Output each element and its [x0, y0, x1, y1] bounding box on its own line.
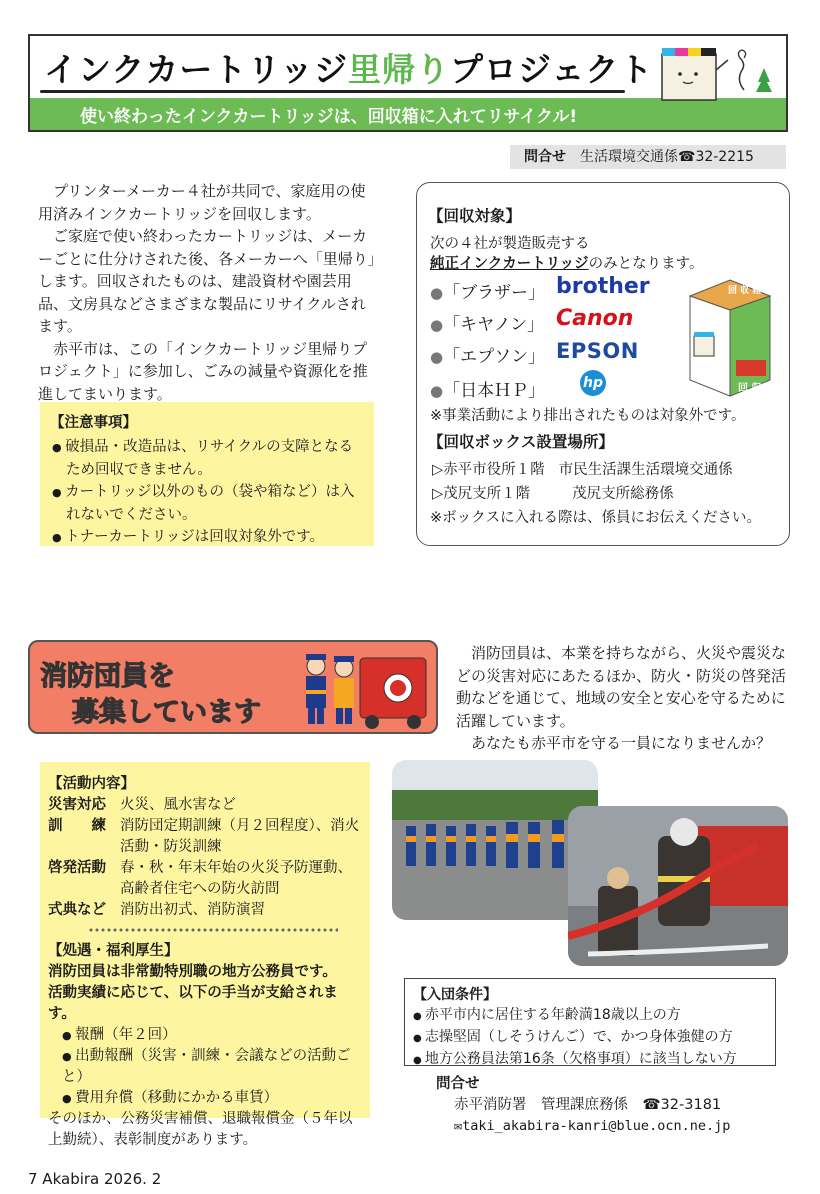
maker-canon: ●「キヤノン」: [430, 315, 545, 335]
epson-logo: EPSON: [556, 339, 639, 363]
title-underline: [40, 90, 625, 93]
box-location-heading: 【回収ボックス設置場所】: [428, 433, 614, 451]
target-note: ※事業活動により排出されたものは対象外です。: [430, 408, 746, 424]
activities-heading: 【活動内容】: [48, 776, 135, 792]
location-row: ▷赤平市役所１階 市民生活課生活環境交通係: [432, 462, 733, 478]
target-heading: 【回収対象】: [428, 207, 522, 225]
activity-row: 訓 練 消防団定期訓練（月２回程度）、消火活動・防災訓練: [48, 818, 360, 855]
list-item: ● 破損品・改造品は、リサイクルの支障となるため回収できません。: [50, 436, 364, 481]
firefighter-title: 消防団員を: [40, 661, 175, 692]
page-footer: 7 Akabira 2026. 2: [28, 1170, 162, 1188]
activity-row: 啓発活動 春・秋・年末年始の火災予防運動、高齢者住宅への防火訪問: [48, 860, 352, 897]
fire-contact-info: 問合せ 赤平消防署 管理課庶務係 ☎32-3181 ✉taki_akabira-kanri@blue.ocn.ne.jp: [436, 1074, 730, 1137]
box-note: ※ボックスに入れる際は、係員にお伝えください。: [430, 510, 762, 526]
page-subtitle: 使い終わったインクカートリッジは、回収箱に入れてリサイクル!: [80, 107, 578, 127]
list-item: ● 費用弁償（移動にかかる車賃）: [48, 1088, 360, 1109]
maker-epson: ●「エプソン」: [430, 347, 546, 367]
box-label-bottom: 回 収 箱: [738, 383, 775, 394]
welfare-other: そのほか、公務災害補償、退職報償金（５年以上勤続）、表彰制度があります。: [48, 1111, 353, 1148]
caution-heading: 【注意事項】: [50, 415, 137, 431]
welfare-text: 活動実績に応じて、以下の手当が支給されます。: [48, 985, 338, 1022]
email-link[interactable]: ✉taki_akabira-kanri@blue.ocn.ne.jp: [454, 1118, 731, 1134]
welfare-text: 消防団員は非常勤特別職の地方公務員です。: [48, 964, 337, 980]
activities-box: [40, 762, 370, 1148]
welfare-heading: 【処遇・福利厚生】: [48, 943, 179, 959]
hp-logo: hp: [580, 370, 606, 396]
list-item: ● 地方公務員法第16条（欠格事項）に該当しない方: [413, 1049, 767, 1071]
activity-row: 式典など 消防出初式、消防演習: [48, 902, 265, 918]
list-item: ● トナーカートリッジは回収対象外です。: [50, 526, 364, 549]
list-item: ● 報酬（年２回）: [48, 1025, 360, 1046]
firefighter-intro: 消防団員は、本業を持ちながら、火災や震災などの災害対応にあたるほか、防火・防災の啓発活動などを通じて、地域の安全と安心を守るために活躍しています。 あなたも赤平市を守る一員になりませんか？: [456, 644, 787, 752]
list-item: ● 出動報酬（災害・訓練・会議などの活動ごと）: [48, 1046, 360, 1088]
location-row: ▷茂尻支所１階 茂尻支所総務係: [432, 486, 674, 502]
contact-info: 問合せ 生活環境交通係☎32-2215: [510, 145, 786, 169]
maker-hp: ●「日本ＨＰ」: [430, 381, 546, 401]
firefighters-icon: [290, 644, 432, 730]
maker-brother: ●「ブラザー」: [430, 283, 546, 303]
box-label-top: 回 収 箱: [728, 286, 762, 296]
canon-logo: Canon: [556, 306, 634, 331]
brother-logo: brother: [556, 274, 650, 299]
activity-row: 災害対応 火災、風水害など: [48, 797, 236, 813]
hose-training-photo: [568, 806, 788, 966]
conditions-box: [404, 978, 776, 1066]
list-item: ● カートリッジ以外のもの（袋や箱など）は入れないでください。: [50, 481, 364, 526]
cartridge-mascot-icon: [656, 40, 776, 102]
list-item: ● 赤平市内に居住する年齢満18歳以上の方: [413, 1005, 767, 1027]
firefighter-title: 募集しています: [72, 697, 261, 728]
list-item: ● 志操堅固（しそうけんご）で、かつ身体強健の方: [413, 1027, 767, 1049]
caution-box: [40, 402, 374, 546]
target-line: 純正インクカートリッジのみとなります。: [430, 256, 704, 272]
page-title: インクカートリッジ里帰りプロジェクト: [44, 50, 654, 89]
target-line: 次の４社が製造販売する: [430, 236, 590, 252]
conditions-heading: 【入団条件】: [413, 987, 497, 1003]
intro-text: プリンターメーカー４社が共同で、家庭用の使用済みインクカートリッジを回収します。 ご家庭で使い終わったカートリッジは、メーカーごとに仕分けされた後、各メーカーへ「里帰り」します。回収されたものは、建設資材や園芸用品、文房具などさまざまな製品にリサイクルされます。 赤平市は、この「インクカートリッジ里帰りプロジェクト」に参加し、ごみの減量や資源化を推進してまいります。: [38, 182, 376, 403]
divider: [88, 927, 338, 935]
